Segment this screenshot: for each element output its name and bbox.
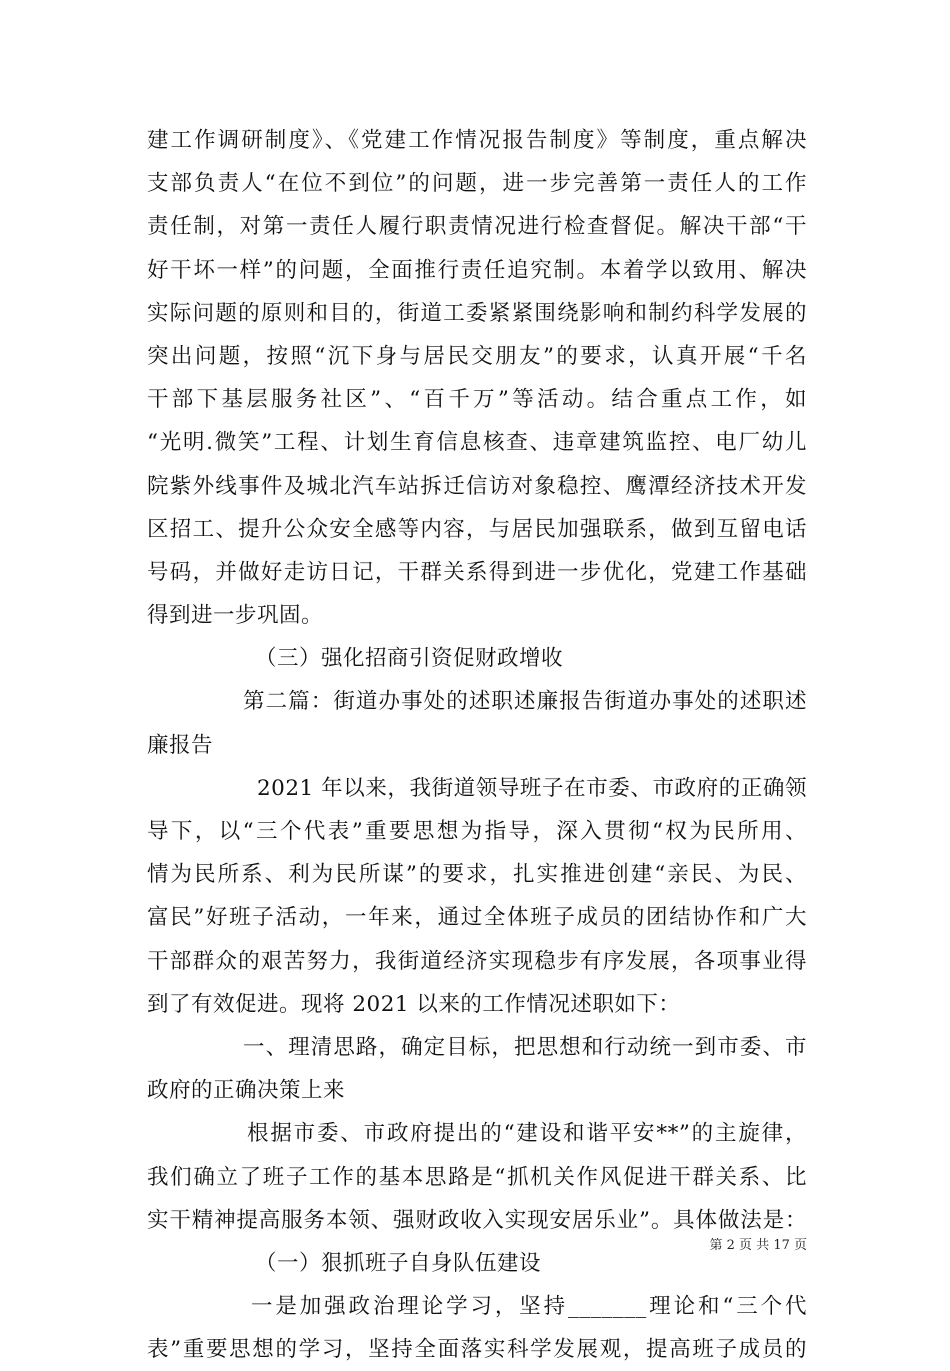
body-line: 干部下基层服务社区”、“百千万”等活动。结合重点工作，如 bbox=[147, 387, 807, 413]
body-line: 我们确立了班子工作的基本思路是“抓机关作风促进干群关系、比 bbox=[147, 1164, 807, 1190]
body-line: 情为民所系、利为民所谋”的要求，扎实推进创建“亲民、为民、 bbox=[147, 862, 807, 888]
section-heading: （三）强化招商引资促财政增收 bbox=[255, 646, 564, 672]
body-line: 号码，并做好走访日记，干群关系得到进一步优化，党建工作基础 bbox=[147, 559, 807, 585]
body-line: 导下，以“三个代表”重要思想为指导，深入贯彻“权为民所用、 bbox=[147, 819, 807, 844]
body-line: 实干精神提高服务本领、强财政收入实现安居乐业”。具体做法是： bbox=[147, 1207, 807, 1233]
body-line: 表”重要思想的学习，坚持全面落实科学发展观，提高班子成员的 bbox=[147, 1337, 807, 1363]
chapter-title-cont: 廉报告 bbox=[147, 732, 214, 758]
body-line: 建工作调研制度》、《党建工作情况报告制度》等制度，重点解决 bbox=[147, 128, 807, 153]
body-line: “光明.微笑”工程、计划生育信息核查、违章建筑监控、电厂幼儿 bbox=[147, 430, 807, 456]
body-line: 一是加强政治理论学习，坚持_______理论和“三个代 bbox=[251, 1294, 807, 1320]
body-line: 支部负责人“在位不到位”的问题，进一步完善第一责任人的工作 bbox=[147, 171, 807, 197]
subsection-heading: （一）狠抓班子自身队伍建设 bbox=[255, 1250, 542, 1276]
body-line: 责任制，对第一责任人履行职责情况进行检查督促。解决干部“干 bbox=[147, 214, 807, 240]
page-number: 第 2 页 共 17 页 bbox=[709, 1238, 807, 1253]
body-line: 得到进一步巩固。 bbox=[147, 603, 324, 629]
body-line: 院紫外线事件及城北汽车站拆迁信访对象稳控、鹰潭经济技术开发 bbox=[147, 473, 807, 499]
body-line: 根据市委、市政府提出的“建设和谐平安**”的主旋律， bbox=[247, 1121, 807, 1147]
body-line: 实际问题的原则和目的，街道工委紧紧围绕影响和制约科学发展的 bbox=[147, 300, 807, 326]
document-body bbox=[147, 119, 807, 1371]
chapter-title: 第二篇：街道办事处的述职述廉报告街道办事处的述职述 bbox=[243, 689, 807, 715]
body-line: 区招工、提升公众安全感等内容，与居民加强联系，做到互留电话 bbox=[147, 516, 807, 542]
section-heading: 一、理清思路，确定目标，把思想和行动统一到市委、市 bbox=[243, 1034, 807, 1060]
body-line: 突出问题，按照“沉下身与居民交朋友”的要求，认真开展“千名 bbox=[147, 343, 807, 369]
body-line: 2021 年以来，我街道领导班子在市委、市政府的正确领 bbox=[257, 775, 807, 801]
body-line: 干部群众的艰苦努力，我街道经济实现稳步有序发展，各项事业得 bbox=[147, 948, 807, 974]
body-line: 到了有效促进。现将 2021 以来的工作情况述职如下： bbox=[147, 991, 681, 1017]
section-heading-cont: 政府的正确决策上来 bbox=[147, 1078, 346, 1104]
body-line: 富民”好班子活动，一年来，通过全体班子成员的团结协作和广大 bbox=[147, 905, 807, 931]
body-line: 好干坏一样”的问题，全面推行责任追究制。本着学以致用、解决 bbox=[147, 257, 807, 283]
